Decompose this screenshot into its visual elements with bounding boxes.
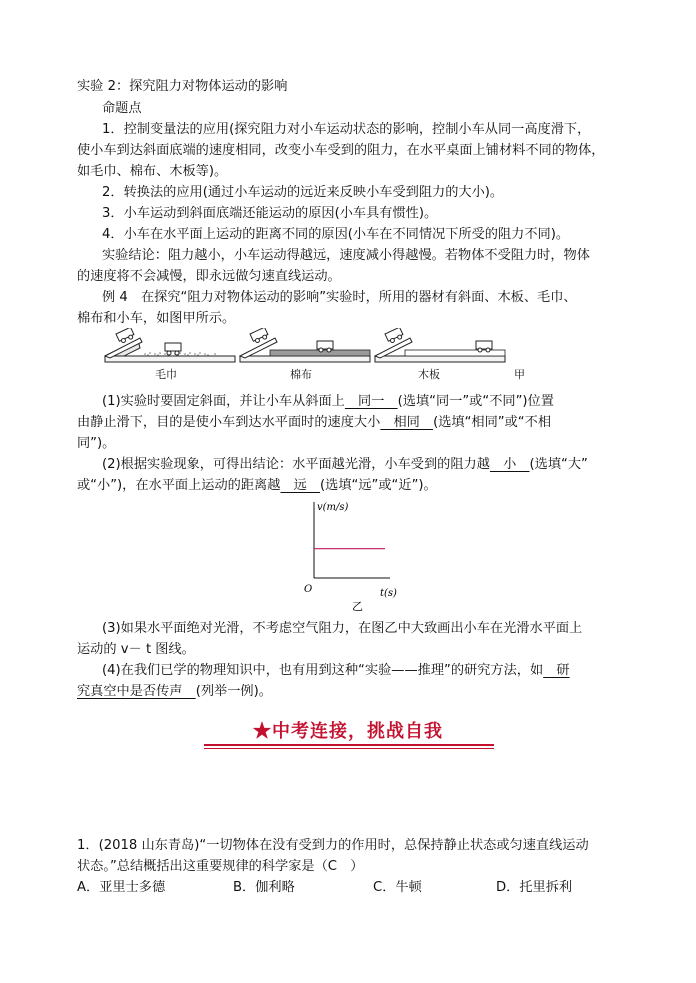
q1-text-c: 由静止滑下，目的是使小车到达水平面时的速度大小 (77, 415, 381, 430)
mc-choice-c: C．牛顿 (373, 880, 422, 895)
q1-text-d: (选填“相同”或“不相 (433, 415, 552, 430)
example-line-1: 例 4 在探究“阻力对物体运动的影响”实验时，所用的器材有斜面、木板、毛巾、 (102, 290, 577, 305)
graph-yi-caption: 乙 (352, 600, 363, 613)
mc-choice-d: D．托里拆利 (496, 880, 573, 895)
ramp-board-panel (375, 328, 505, 362)
point-3: 3．小车运动到斜面底端还能运动的原因(小车具有惯性)。 (102, 206, 438, 221)
section-title: 实验 2：探究阻力对物体运动的影响 (77, 79, 288, 94)
origin-label: O (304, 584, 313, 595)
conclusion-line-1: 实验结论：阻力越小，小车运动得越远，速度减小得越慢。若物体不受阻力时，物体 (102, 248, 590, 263)
q4-answer-part-1: 研 (543, 663, 570, 678)
point-1-line-3: 如毛巾、棉布、木板等)。 (77, 164, 228, 179)
q1-text-b: (选填“同一”或“不同”)位置 (397, 394, 554, 409)
mc-question-line-1: 1．(2018 山东青岛)“一切物体在没有受到力的作用时，总保持静止状态或匀速直线运动 (77, 838, 589, 853)
banner-rule-thick (204, 744, 494, 746)
y-axis-label: v(m/s) (317, 502, 349, 513)
q2-line-1 (102, 455, 588, 475)
q2-answer-1: 小 (489, 457, 530, 472)
conclusion-line-2: 的速度将不会减慢，即永远做匀速直线运动。 (77, 269, 341, 284)
q2-text-c: 或“小”)，在水平面上运动的距离越 (77, 478, 281, 493)
q4-answer-part-2: 究真空中是否传声 (77, 684, 196, 699)
point-1-line-1: 1．控制变量法的应用(探究阻力对小车运动状态的影响，控制小车从同一高度滑下， (102, 122, 591, 137)
q4-line-2 (77, 682, 272, 702)
ramp-cotton-panel (240, 328, 370, 362)
point-2: 2．转换法的应用(通过小车运动的远近来反映小车受到阻力的大小)。 (102, 185, 504, 200)
section-banner: ★中考连接，挑战自我 (253, 721, 443, 742)
label-cotton: 棉布 (290, 368, 312, 381)
banner-rule-thin (204, 748, 494, 749)
q4-line-1 (102, 661, 570, 681)
point-1-line-2: 使小车到达斜面底端的速度相同，改变小车受到的阻力，在水平桌面上铺材料不同的物体， (77, 143, 605, 158)
x-axis-label: t(s) (380, 588, 397, 599)
mc-choice-a: A．亚里士多德 (77, 880, 166, 895)
mc-question-line-2: 状态。”总结概括出这重要规律的科学家是（C ） (77, 859, 364, 874)
q1-line-2 (77, 413, 551, 433)
mc-choice-b: B．伽利略 (233, 880, 295, 895)
graph-yi (300, 500, 410, 615)
q1-answer-1: 同一 (344, 394, 398, 409)
example-line-2: 棉布和小车，如图甲所示。 (77, 311, 236, 326)
label-towel: 毛巾 (155, 368, 177, 381)
q4-text-a: (4)在我们已学的物理知识中，也有用到这种“实验——推理”的研究方法，如 (102, 663, 544, 678)
q2-line-2 (77, 476, 437, 496)
q3-line-1: (3)如果水平面绝对光滑，不考虑空气阻力，在图乙中大致画出小车在光滑水平面上 (102, 621, 583, 636)
subheading: 命题点 (102, 101, 142, 116)
q1-answer-2: 相同 (380, 415, 434, 430)
q1-text-a: (1)实验时要固定斜面，并让小车从斜面上 (102, 394, 345, 409)
q2-text-a: (2)根据实验现象，可得出结论：水平面越光滑，小车受到的阻力越 (102, 457, 490, 472)
ramp-towel-panel (105, 328, 235, 362)
figure-jia-caption: 甲 (514, 368, 525, 381)
point-4: 4．小车在水平面上运动的距离不同的原因(小车在不同情况下所受的阻力不同)。 (102, 227, 570, 242)
q2-text-b: (选填“大” (529, 457, 588, 472)
q3-line-2: 运动的 v－ t 图线。 (77, 642, 195, 657)
q2-text-d: (选填“远”或“近”)。 (320, 478, 437, 493)
q1-line-3: 同”)。 (77, 436, 116, 451)
q2-answer-2: 远 (280, 478, 320, 493)
label-board: 木板 (418, 368, 440, 381)
q1-line-1 (102, 392, 554, 412)
q4-text-b: (列举一例)。 (195, 684, 272, 699)
